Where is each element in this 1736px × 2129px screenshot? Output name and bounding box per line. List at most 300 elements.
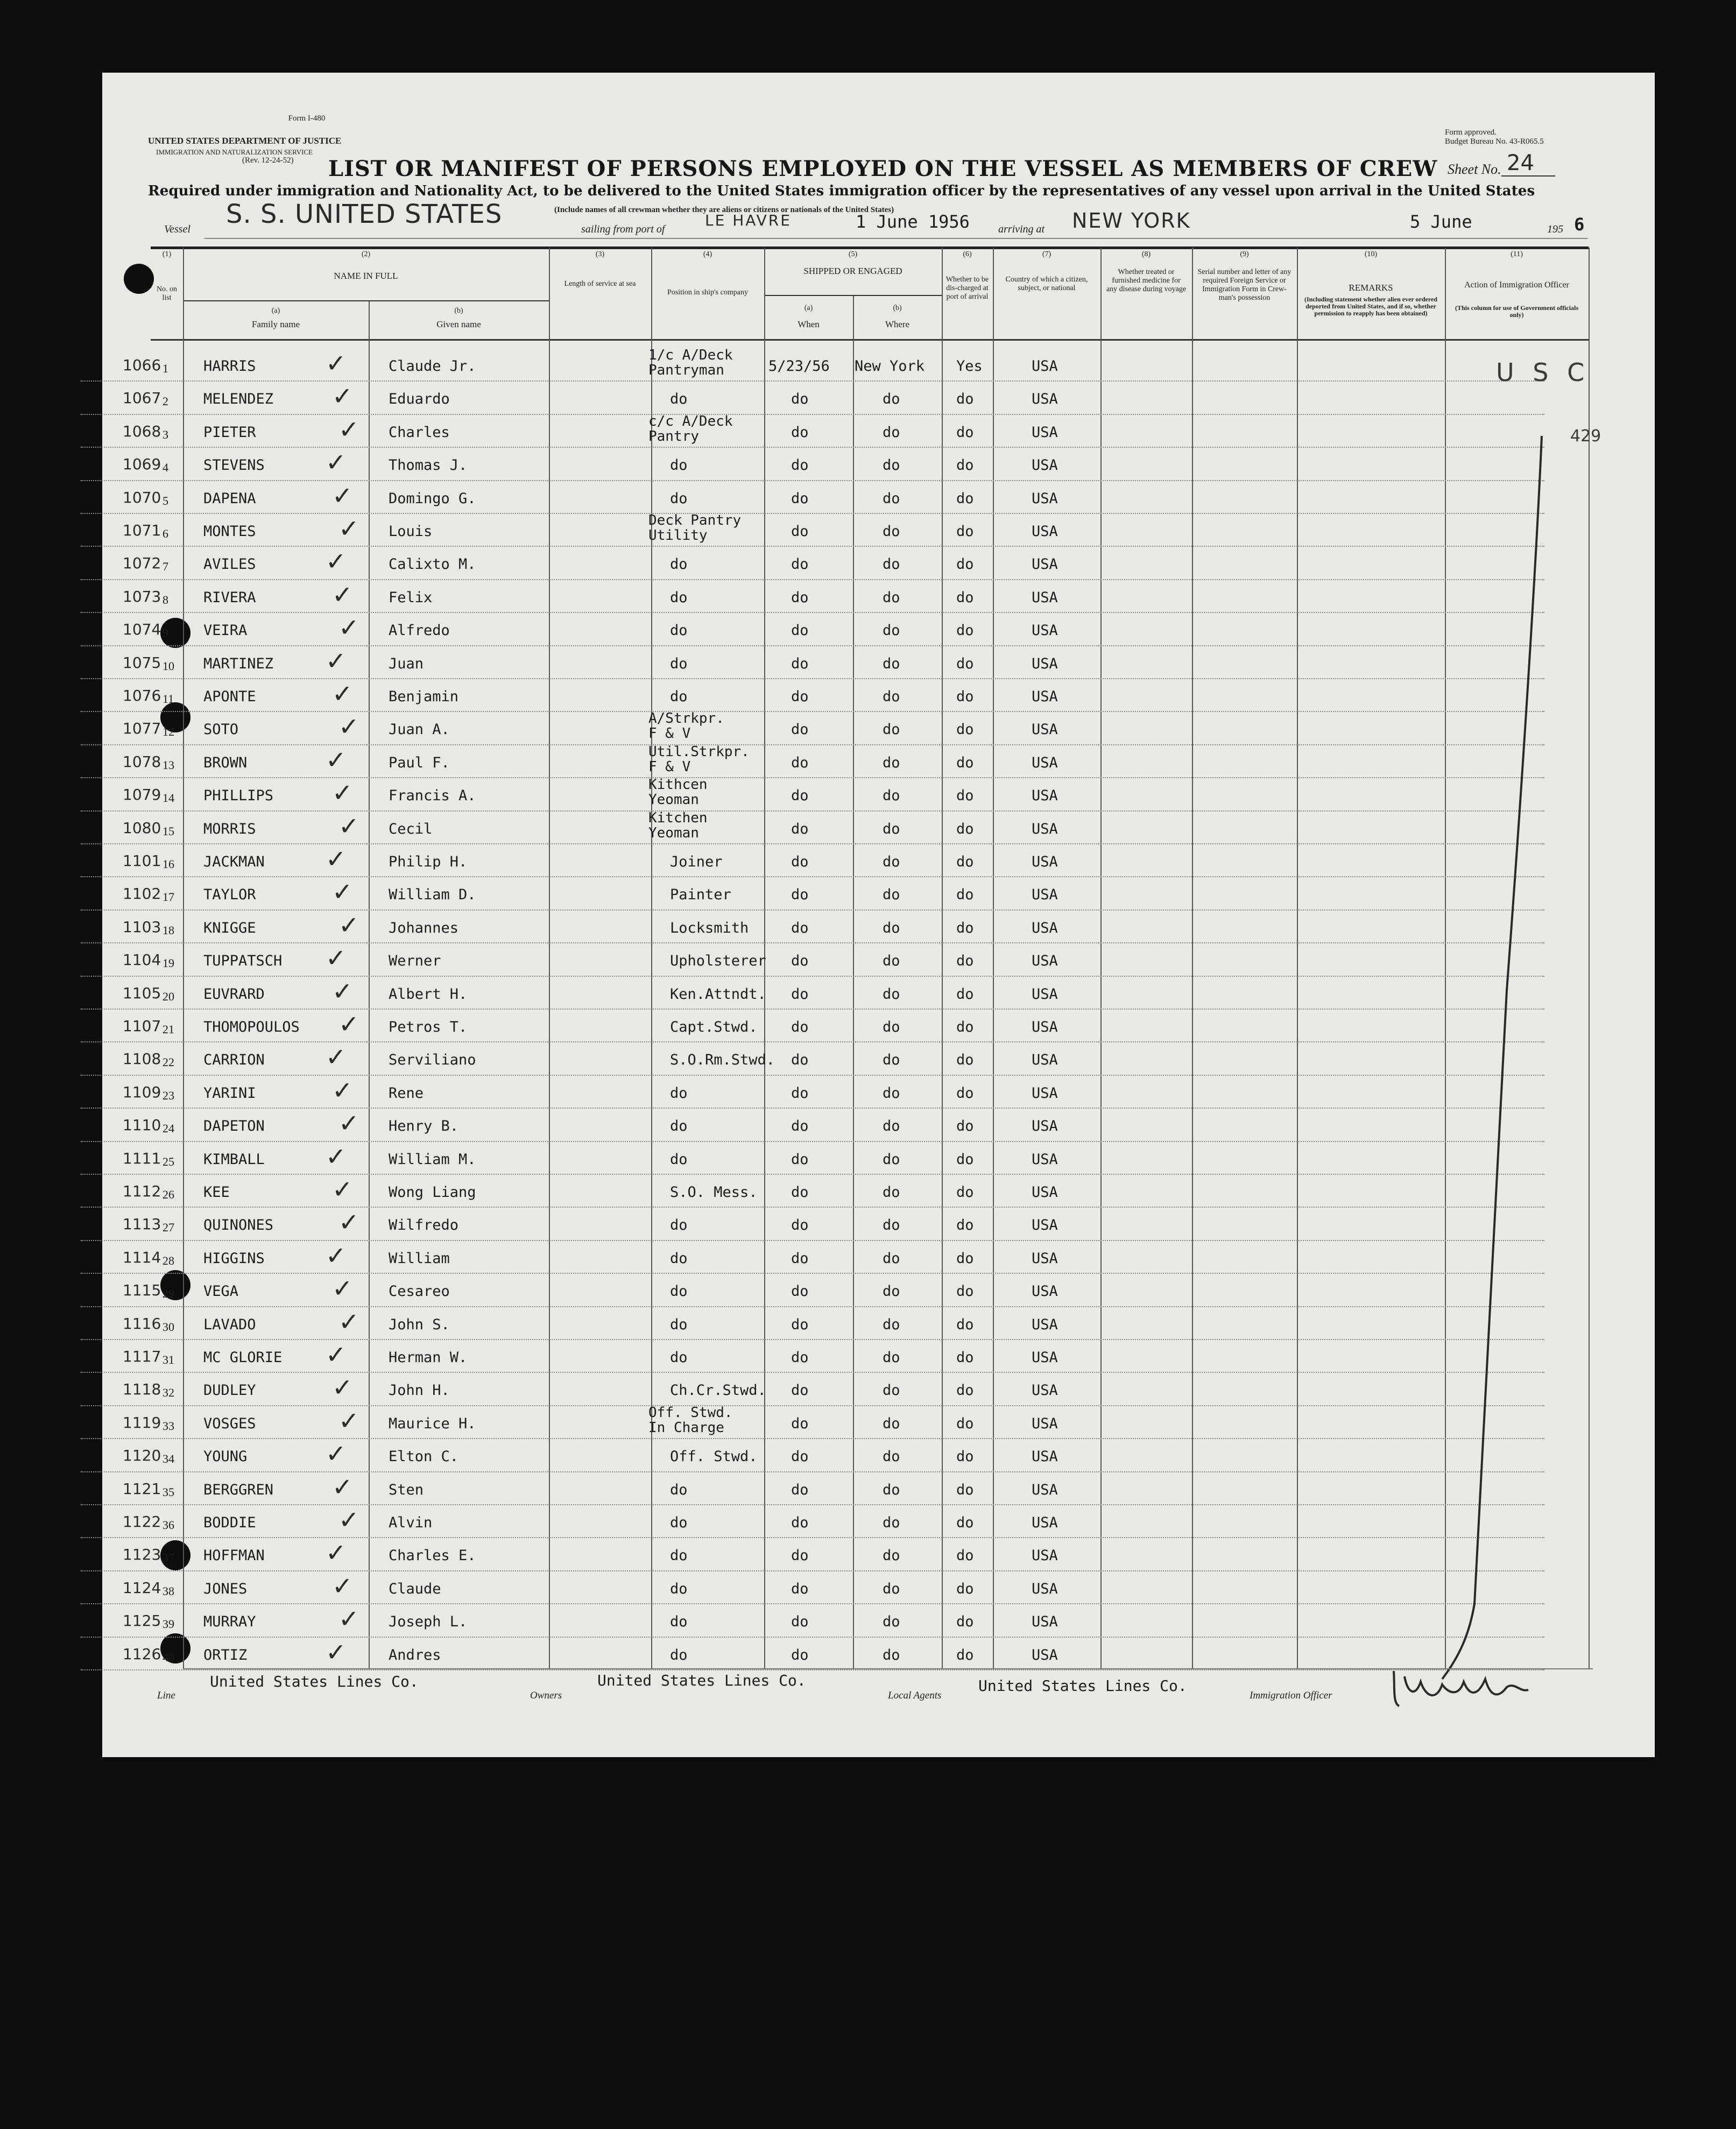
col11-header: Action of Immigration Officer: [1464, 280, 1569, 290]
country: USA: [1032, 1613, 1058, 1631]
family-name: RIVERA: [203, 589, 256, 606]
position: do: [670, 589, 688, 606]
row-rule: [81, 1537, 1544, 1538]
check-mark-icon: ✓: [326, 547, 347, 576]
row-rule: [81, 513, 1544, 514]
row-rule: [81, 1405, 1544, 1406]
col5-num: (5): [848, 250, 858, 258]
list-number: 27: [163, 1221, 174, 1235]
margin-ref-number: 1110: [123, 1116, 161, 1134]
col5b-header: Where: [885, 319, 910, 329]
given-name: Juan A.: [389, 721, 450, 738]
discharged: do: [956, 1448, 974, 1465]
row-rule: [81, 645, 1544, 646]
country: USA: [1032, 919, 1058, 936]
margin-ref-number: 1079: [123, 786, 161, 804]
shipped-where: do: [883, 1217, 900, 1234]
family-name: LAVADO: [203, 1316, 256, 1333]
col11-note: (This column for use of Government officials only): [1455, 304, 1579, 319]
column-rule: [1100, 248, 1102, 1668]
list-number: 33: [163, 1419, 174, 1433]
check-mark-icon: ✓: [338, 1505, 359, 1534]
position: do: [670, 1514, 688, 1531]
col4-header: Position in ship's company: [667, 288, 748, 297]
list-number: 11: [163, 692, 174, 706]
port-to: NEW YORK: [1072, 209, 1191, 232]
column-rule: [369, 301, 370, 1668]
shipped-when: do: [791, 1250, 809, 1267]
shipped-when: do: [791, 589, 809, 606]
shipped-where: do: [883, 1316, 900, 1333]
col10-note: (Including statement whether alien ever ordered deported from United States, and if so, whether permission to reapply has been obtained): [1304, 295, 1437, 317]
discharged: do: [956, 556, 974, 573]
position: do: [670, 688, 688, 705]
discharged: do: [956, 886, 974, 904]
shipped-where: do: [883, 1646, 900, 1663]
vessel-label: Vessel: [164, 223, 190, 235]
family-name: KEE: [203, 1184, 230, 1201]
shipped-when: do: [791, 1415, 809, 1432]
shipped-when: do: [791, 886, 809, 904]
check-mark-icon: ✓: [326, 1240, 347, 1270]
shipped-when: do: [791, 1217, 809, 1234]
row-rule: [81, 711, 1544, 712]
given-name: Philip H.: [389, 854, 468, 870]
position: 1/c A/Deck Pantryman: [648, 347, 733, 378]
check-mark-icon: ✓: [338, 811, 359, 841]
country: USA: [1032, 424, 1058, 441]
row-rule: [81, 1471, 1544, 1472]
shipped-where: New York: [855, 358, 925, 375]
country: USA: [1032, 391, 1058, 408]
shipped-where: do: [883, 1250, 900, 1267]
margin-ref-number: 1078: [123, 752, 161, 771]
list-number: 18: [163, 923, 174, 937]
col1-header: No. on list: [156, 285, 178, 302]
given-name: Rene: [389, 1084, 424, 1102]
family-name: MURRAY: [203, 1613, 256, 1631]
family-name: APONTE: [203, 688, 256, 705]
country: USA: [1032, 854, 1058, 870]
country: USA: [1032, 1184, 1058, 1201]
shipped-where: do: [883, 1481, 900, 1498]
shipped-where: do: [883, 886, 900, 904]
sailing-label: sailing from port of: [581, 223, 665, 235]
list-number: 17: [163, 890, 174, 904]
margin-ref-number: 1073: [123, 587, 161, 605]
position: Kithcen Yeoman: [648, 777, 708, 808]
col5b-num: (b): [893, 304, 902, 312]
position: do: [670, 1250, 688, 1267]
list-number: 28: [163, 1253, 174, 1267]
shipped-where: do: [883, 820, 900, 837]
shipped-where: do: [883, 391, 900, 408]
position: do: [670, 1580, 688, 1597]
line-value: United States Lines Co.: [210, 1673, 419, 1690]
check-mark-icon: ✓: [332, 679, 353, 708]
shipped-where: do: [883, 1547, 900, 1564]
discharged: do: [956, 1580, 974, 1597]
shipped-where: do: [883, 556, 900, 573]
given-name: John H.: [389, 1382, 450, 1399]
list-number: 24: [163, 1122, 174, 1136]
row-rule: [81, 678, 1544, 679]
check-mark-icon: ✓: [332, 1373, 353, 1402]
check-mark-icon: ✓: [332, 877, 353, 907]
check-mark-icon: ✓: [332, 580, 353, 609]
row-rule: [81, 1174, 1544, 1175]
list-number: 37: [163, 1551, 174, 1565]
list-number: 13: [163, 758, 174, 772]
row-rule: [81, 1372, 1544, 1373]
check-mark-icon: ✓: [332, 1274, 353, 1303]
discharged: do: [956, 589, 974, 606]
shipped-when: do: [791, 953, 809, 970]
country: USA: [1032, 1514, 1058, 1531]
family-name: ORTIZ: [203, 1646, 248, 1663]
country: USA: [1032, 1646, 1058, 1663]
punch-hole: [124, 264, 154, 294]
row-rule: [81, 1075, 1544, 1076]
port-from: LE HAVRE: [705, 212, 792, 229]
margin-ref-number: 1121: [123, 1479, 161, 1498]
family-name: THOMOPOULOS: [203, 1019, 300, 1035]
country: USA: [1032, 1547, 1058, 1564]
shipped-where: do: [883, 721, 900, 738]
country: USA: [1032, 1084, 1058, 1102]
given-name: Charles: [389, 424, 450, 441]
row-rule: [81, 1339, 1544, 1340]
check-mark-icon: ✓: [332, 382, 353, 411]
usc-annotation: U S C: [1496, 358, 1590, 387]
check-mark-icon: ✓: [338, 613, 359, 643]
list-number: 20: [163, 989, 174, 1003]
family-name: YOUNG: [203, 1448, 248, 1465]
list-number: 15: [163, 824, 174, 838]
discharged: do: [956, 854, 974, 870]
check-mark-icon: ✓: [326, 943, 347, 973]
shipped-where: do: [883, 1613, 900, 1631]
country: USA: [1032, 1052, 1058, 1069]
shipped-when: do: [791, 1646, 809, 1663]
family-name: MELENDEZ: [203, 391, 274, 408]
col5-header: SHIPPED OR ENGAGED: [803, 266, 902, 276]
shipped-when: do: [791, 1019, 809, 1035]
country: USA: [1032, 953, 1058, 970]
family-name: HIGGINS: [203, 1250, 265, 1267]
position: S.O.Rm.Stwd.: [670, 1052, 775, 1069]
shipped-when: do: [791, 1613, 809, 1631]
check-mark-icon: ✓: [326, 1637, 347, 1667]
list-number: 39: [163, 1617, 174, 1631]
given-name: Domingo G.: [389, 490, 476, 507]
family-name: QUINONES: [203, 1217, 274, 1234]
shipped-where: do: [883, 1151, 900, 1168]
row-rule: [81, 876, 1544, 877]
given-name: Wilfredo: [389, 1217, 459, 1234]
row-rule: [81, 810, 1544, 812]
given-name: Eduardo: [389, 391, 450, 408]
list-number: 12: [163, 725, 174, 739]
row-rule: [81, 546, 1544, 547]
family-name: DAPETON: [203, 1118, 265, 1135]
position: Off. Stwd. In Charge: [648, 1404, 733, 1436]
check-mark-icon: ✓: [332, 481, 353, 510]
shipped-where: do: [883, 1084, 900, 1102]
sheet-number: 24: [1507, 151, 1534, 175]
discharged: do: [956, 1019, 974, 1035]
discharged: do: [956, 457, 974, 474]
check-mark-icon: ✓: [326, 448, 347, 477]
check-mark-icon: ✓: [332, 1075, 353, 1105]
position: A/Strkpr. F & V: [648, 710, 724, 742]
country: USA: [1032, 1283, 1058, 1300]
row-rule: [81, 414, 1544, 415]
list-number: 32: [163, 1386, 174, 1400]
given-name: Serviliano: [389, 1052, 476, 1069]
discharged: do: [956, 490, 974, 507]
column-rule: [942, 248, 943, 1668]
row-rule: [81, 612, 1544, 613]
list-number: 14: [163, 791, 174, 805]
discharged: do: [956, 1217, 974, 1234]
margin-ref-number: 1072: [123, 554, 161, 573]
family-name: DAPENA: [203, 490, 256, 507]
col9-num: (9): [1240, 250, 1249, 258]
shipped-when: do: [791, 1349, 809, 1366]
position: Ken.Attndt.: [670, 985, 766, 1003]
shipped-where: do: [883, 688, 900, 705]
discharged: do: [956, 622, 974, 639]
col3-num: (3): [595, 250, 605, 258]
margin-ref-number: 1126: [123, 1645, 161, 1663]
row-rule: [81, 1240, 1544, 1241]
position: Capt.Stwd.: [670, 1019, 758, 1035]
discharged: do: [956, 1184, 974, 1201]
country: USA: [1032, 787, 1058, 805]
shipped-when: do: [791, 622, 809, 639]
given-name: Felix: [389, 589, 433, 606]
row-rule: [81, 843, 1544, 844]
row-rule: [81, 777, 1544, 778]
shipped-where: do: [883, 523, 900, 540]
country: USA: [1032, 721, 1058, 738]
col1-num: (1): [162, 250, 172, 258]
shipped-where: do: [883, 754, 900, 771]
owners-label: Owners: [530, 1690, 562, 1701]
country: USA: [1032, 1250, 1058, 1267]
check-mark-icon: ✓: [332, 1571, 353, 1601]
margin-ref-number: 1113: [123, 1215, 161, 1233]
shipped-where: do: [883, 1019, 900, 1035]
shipped-when: do: [791, 688, 809, 705]
margin-ref-number: 1112: [123, 1182, 161, 1200]
discharged: do: [956, 1052, 974, 1069]
sail-date: 1 June 1956: [856, 212, 970, 232]
shipped-when: do: [791, 1580, 809, 1597]
column-rule: [183, 248, 184, 1668]
discharged: do: [956, 953, 974, 970]
check-mark-icon: ✓: [326, 349, 347, 378]
check-mark-icon: ✓: [332, 1472, 353, 1501]
list-number: 19: [163, 956, 174, 970]
position: do: [670, 1118, 688, 1135]
position: Ch.Cr.Stwd.: [670, 1382, 766, 1399]
position: do: [670, 1547, 688, 1564]
given-name: Cesareo: [389, 1283, 450, 1300]
discharged: do: [956, 721, 974, 738]
margin-ref-number: 1071: [123, 521, 161, 539]
list-number: 38: [163, 1584, 174, 1598]
position: do: [670, 1646, 688, 1663]
margin-ref-number: 1124: [123, 1578, 161, 1597]
column-rule: [993, 248, 994, 1668]
family-name: VEGA: [203, 1283, 239, 1300]
margin-ref-number: 1115: [123, 1281, 161, 1300]
position: do: [670, 1151, 688, 1168]
shipped-where: do: [883, 854, 900, 870]
list-number: 23: [163, 1088, 174, 1102]
col2-num: (2): [361, 250, 371, 258]
discharged: do: [956, 424, 974, 441]
margin-ref-number: 1104: [123, 951, 161, 969]
row-rule: [81, 1108, 1544, 1109]
shipped-when: do: [791, 754, 809, 771]
shipped-when: 5/23/56: [768, 358, 830, 375]
check-mark-icon: ✓: [338, 910, 359, 940]
shipped-where: do: [883, 457, 900, 474]
country: USA: [1032, 589, 1058, 606]
discharged: do: [956, 1514, 974, 1531]
margin-ref-number: 1119: [123, 1413, 161, 1432]
shipped-where: do: [883, 1118, 900, 1135]
given-name: Werner: [389, 953, 441, 970]
check-mark-icon: ✓: [326, 844, 347, 873]
check-mark-icon: ✓: [338, 1109, 359, 1138]
list-number: 34: [163, 1452, 174, 1466]
given-name: Petros T.: [389, 1019, 468, 1035]
given-name: Johannes: [389, 919, 459, 936]
list-number: 9: [163, 626, 168, 640]
discharged: do: [956, 1118, 974, 1135]
col4-num: (4): [703, 250, 712, 258]
discharged: do: [956, 1250, 974, 1267]
position: Upholsterer: [670, 953, 766, 970]
shipped-when: do: [791, 1052, 809, 1069]
shipped-when: do: [791, 1547, 809, 1564]
position: do: [670, 1217, 688, 1234]
shipped-when: do: [791, 1151, 809, 1168]
col2-header: NAME IN FULL: [334, 271, 398, 281]
col8-header: Whether treated or furnished medicine for any disease during voyage: [1106, 268, 1187, 293]
given-name: Benjamin: [389, 688, 459, 705]
given-name: Sten: [389, 1481, 424, 1498]
row-rule: [81, 1009, 1544, 1010]
margin-ref-number: 1120: [123, 1447, 161, 1465]
shipped-where: do: [883, 1448, 900, 1465]
column-rule: [853, 296, 854, 1668]
shipped-where: do: [883, 919, 900, 936]
family-name: YARINI: [203, 1084, 256, 1102]
row-rule: [81, 1273, 1544, 1274]
requirement-statement: Required under immigration and Nationality Act, to be delivered to the United States immigration officer by the representatives of any vessel upon arrival in the United States: [148, 183, 1535, 199]
position: S.O. Mess.: [670, 1184, 758, 1201]
check-mark-icon: ✓: [338, 1307, 359, 1336]
list-number: 8: [163, 593, 168, 607]
given-name: Andres: [389, 1646, 441, 1663]
column-rule: [549, 248, 550, 1668]
margin-ref-number: 1070: [123, 488, 161, 506]
check-mark-icon: ✓: [326, 1042, 347, 1072]
list-number: 4: [163, 461, 168, 475]
shipped-where: do: [883, 787, 900, 805]
family-name: MONTES: [203, 523, 256, 540]
sheet-label: Sheet No.: [1448, 161, 1501, 177]
shipped-where: do: [883, 424, 900, 441]
position: do: [670, 1349, 688, 1366]
shipped-when: do: [791, 424, 809, 441]
agents-value: United States Lines Co.: [978, 1677, 1187, 1695]
discharged: do: [956, 919, 974, 936]
number-annotation: 429: [1570, 427, 1601, 446]
family-name: CARRION: [203, 1052, 265, 1069]
column-rule: [651, 248, 652, 1668]
position: Painter: [670, 886, 731, 904]
country: USA: [1032, 1448, 1058, 1465]
row-rule: [81, 976, 1544, 977]
shipped-where: do: [883, 1283, 900, 1300]
arrive-date: 5 June: [1410, 212, 1472, 232]
shipped-where: do: [883, 1382, 900, 1399]
shipped-when: do: [791, 854, 809, 870]
shipped-where: do: [883, 985, 900, 1003]
shipped-where: do: [883, 953, 900, 970]
row-rule: [81, 447, 1544, 448]
check-mark-icon: ✓: [332, 778, 353, 808]
list-number: 31: [163, 1353, 174, 1366]
country: USA: [1032, 1019, 1058, 1035]
country: USA: [1032, 490, 1058, 507]
given-name: Francis A.: [389, 787, 476, 805]
discharged: do: [956, 1283, 974, 1300]
discharged: Yes: [956, 358, 983, 375]
col8-num: (8): [1141, 250, 1151, 258]
position: do: [670, 457, 688, 474]
family-name: BODDIE: [203, 1514, 256, 1531]
given-name: Albert H.: [389, 985, 468, 1003]
family-name: HOFFMAN: [203, 1547, 265, 1564]
agents-label: Local Agents: [888, 1690, 942, 1701]
department: UNITED STATES DEPARTMENT OF JUSTICE: [148, 136, 342, 146]
margin-ref-number: 1069: [123, 455, 161, 474]
position: do: [670, 1481, 688, 1498]
list-number: 21: [163, 1023, 174, 1036]
list-number: 36: [163, 1518, 174, 1532]
include-note: (Include names of all crewman whether they are aliens or citizens or nationals of the United States): [554, 206, 894, 214]
col2a-header: Family name: [251, 319, 300, 329]
row-rule: [81, 1637, 1544, 1638]
family-name: JONES: [203, 1580, 248, 1597]
given-name: Juan: [389, 655, 424, 672]
country: USA: [1032, 457, 1058, 474]
discharged: do: [956, 1084, 974, 1102]
shipped-where: do: [883, 1349, 900, 1366]
list-number: 25: [163, 1154, 174, 1168]
discharged: do: [956, 787, 974, 805]
given-name: Wong Liang: [389, 1184, 476, 1201]
family-name: MORRIS: [203, 820, 256, 837]
check-mark-icon: ✓: [326, 1538, 347, 1568]
